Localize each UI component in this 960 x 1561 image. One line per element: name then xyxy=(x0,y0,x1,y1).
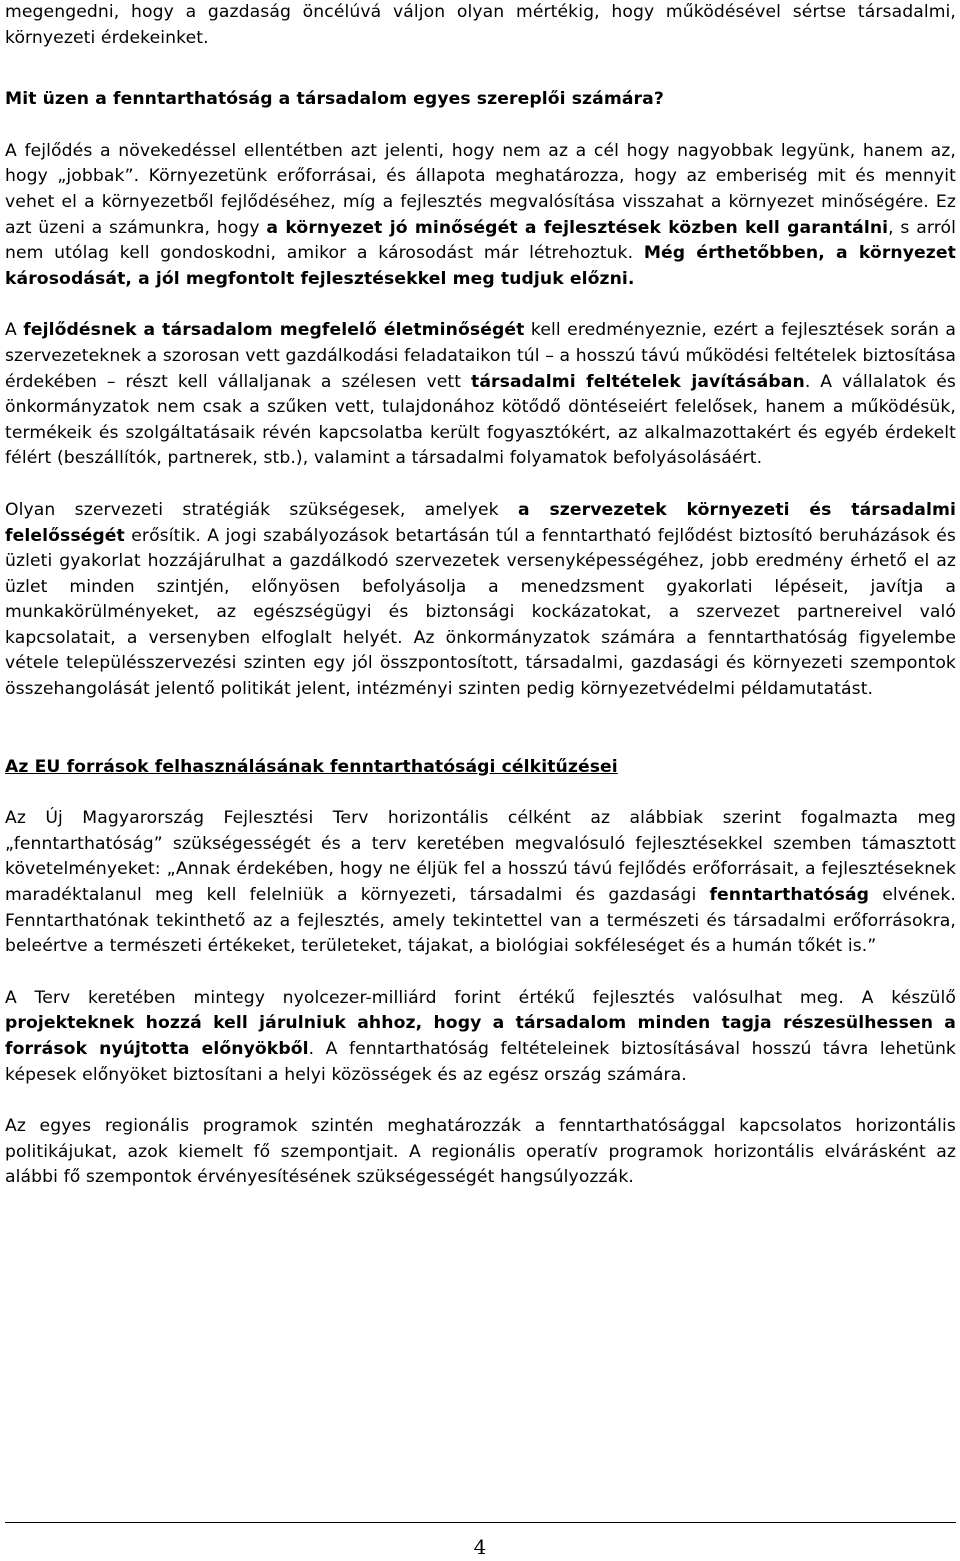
paragraph-development xyxy=(5,139,956,293)
paragraph-umft xyxy=(5,806,956,960)
paragraph-continuation xyxy=(5,0,956,51)
text-run: Az egyes regionális programok szintén meghatározzák a fenntarthatósággal kapcsolatos horizontális politikájukat, azok kiemelt fő szempontjait. A regionális operatív programok horizontális elvárásként az alábbi fő szempontok érvényesítésének szükségességét hangsúlyozzák. xyxy=(5,1116,956,1188)
paragraph-regional-programs xyxy=(5,1114,956,1191)
bold-text: társadalmi feltételek javításában xyxy=(471,371,805,392)
text-run: Az Új Magyarország Fejlesztési Terv horizontális célként az alábbiak szerint fogalmazta meg „fenntarthatóság” szükségességét és a terv keretében megvalósuló fejlesztésekkel szemben támasztott követelményeket: „Annak érdekében, hogy ne éljük fel a hosszú távú fejlődés erőforrásait, a fejlesztéseknek maradéktalanul meg kell felelniük a környezeti, társadalmi és gazdasági xyxy=(5,808,956,906)
bold-text: a környezet jó minőségét a fejlesztések közben kell garantálni xyxy=(266,217,889,238)
section-heading-eu-sources: Az EU források felhasználásának fenntarthatósági célkitűzései xyxy=(5,756,618,777)
paragraph-plan-value xyxy=(5,986,956,1088)
text-run: , s arról nem utólag kell gondoskodni, amikor a károsodást már létrehoztuk. xyxy=(5,217,956,264)
page-number: 4 xyxy=(473,1535,487,1559)
bold-text: a szervezetek környezeti és társadalmi felelősségét xyxy=(5,499,956,546)
document-page xyxy=(5,0,956,1191)
text-run: erősítik. A jogi szabályozások betartásán túl a fenntartható fejlődést biztosító beruházások és üzleti gyakorlat hozzájárulhat a gazdálkodó szervezetek versenyképességéhez, jobb eredmény érhető el az üzlet minden szintjén, előnyösen befolyásolja a menedzsment gyakorlati lépéseit, javítja a munkakörülményeket, az egészségügyi és biztonsági kockázatokat, a szervezet partnereivel való kapcsolatait, a versenyben elfoglalt helyét. Az önkormányzatok számára a fenntarthatóság figyelembe vétele településszervezési szinten egy jól összpontosított, társadalmi, gazdasági és környezeti szempontok összehangolását jelentő politikát jelent, intézményi szinten pedig környezetvédelmi példamutatást. xyxy=(5,525,956,700)
text-run: . A fenntarthatóság feltételeinek biztosításával hosszú távra lehetünk képesek előnyöket biztosítani a helyi közösségek és az egész ország számára. xyxy=(5,1039,956,1085)
bold-text: Mit üzen a fenntarthatóság a társadalom egyes szereplői számára? xyxy=(5,89,664,110)
text-run: kell eredményeznie, ezért a fejlesztések során a szervezeteknek a szorosan vett gazdálkodási feladataikon túl – a hosszú távú működési feltételek biztosítása érdekében – részt kell vállaljanak a szélesen vett xyxy=(5,320,956,392)
text-run: A xyxy=(5,320,24,341)
section-question-heading xyxy=(5,87,956,113)
bold-text: fenntarthatóság xyxy=(709,885,870,906)
text-run: elvének. Fenntarthatónak tekinthető az a fejlesztés, amely tekintettel van a természeti és társadalmi erőforrásokra, beleértve a természeti értékeket, területeket, tájakat, a biológiai sokféleséget és a humán tőkét is.” xyxy=(5,885,956,957)
bold-text: Még érthetőbben, a környezet károsodását, a jól megfontolt fejlesztésekkel meg tudjuk előzni. xyxy=(5,243,956,289)
text-run: . A vállalatok és önkormányzatok nem csak a szűken vett, tulajdonához kötődő döntéseiért felelősek, hanem a működésük, termékeik és szolgáltatásaik révén kapcsolatba került fogyasztókért, az alkalmazottakért és egyéb érdekelt félért (beszállítók, partnerek, stb.), valamint a társadalmi folyamatok befolyásolásáért. xyxy=(5,371,956,469)
text-run: A Terv keretében mintegy nyolcezer-milliárd forint értékű fejlesztés valósulhat meg. A készülő xyxy=(5,987,956,1008)
paragraph-strategies xyxy=(5,498,956,703)
text-run: A fejlődés a növekedéssel ellentétben azt jelenti, hogy nem az a cél hogy nagyobbak legyünk, hanem az, hogy „jobbak”. Környezetünk erőforrásai, és állapota meghatározza, hogy az emberiség mit és mennyit vehet el a környezetből fejlődéséhez, míg a fejlesztés megvalósítása visszahat a környezet minőségére. Ez azt üzeni a számunkra, hogy xyxy=(5,140,956,238)
footer-divider xyxy=(5,1522,956,1523)
paragraph-quality-of-life xyxy=(5,318,956,472)
text-run: megengedni, hogy a gazdaság öncélúvá váljon olyan mértékig, hogy működésével sértse társadalmi, környezeti érdekeinket. xyxy=(5,2,956,48)
bold-text: fejlődésnek a társadalom megfelelő életminőségét xyxy=(23,320,525,341)
bold-text: projekteknek hozzá kell járulniuk ahhoz, hogy a társadalom minden tagja részesülhessen a források nyújtotta előnyökből xyxy=(5,1013,956,1059)
text-run: Olyan szervezeti stratégiák szükségesek, amelyek xyxy=(5,499,518,520)
